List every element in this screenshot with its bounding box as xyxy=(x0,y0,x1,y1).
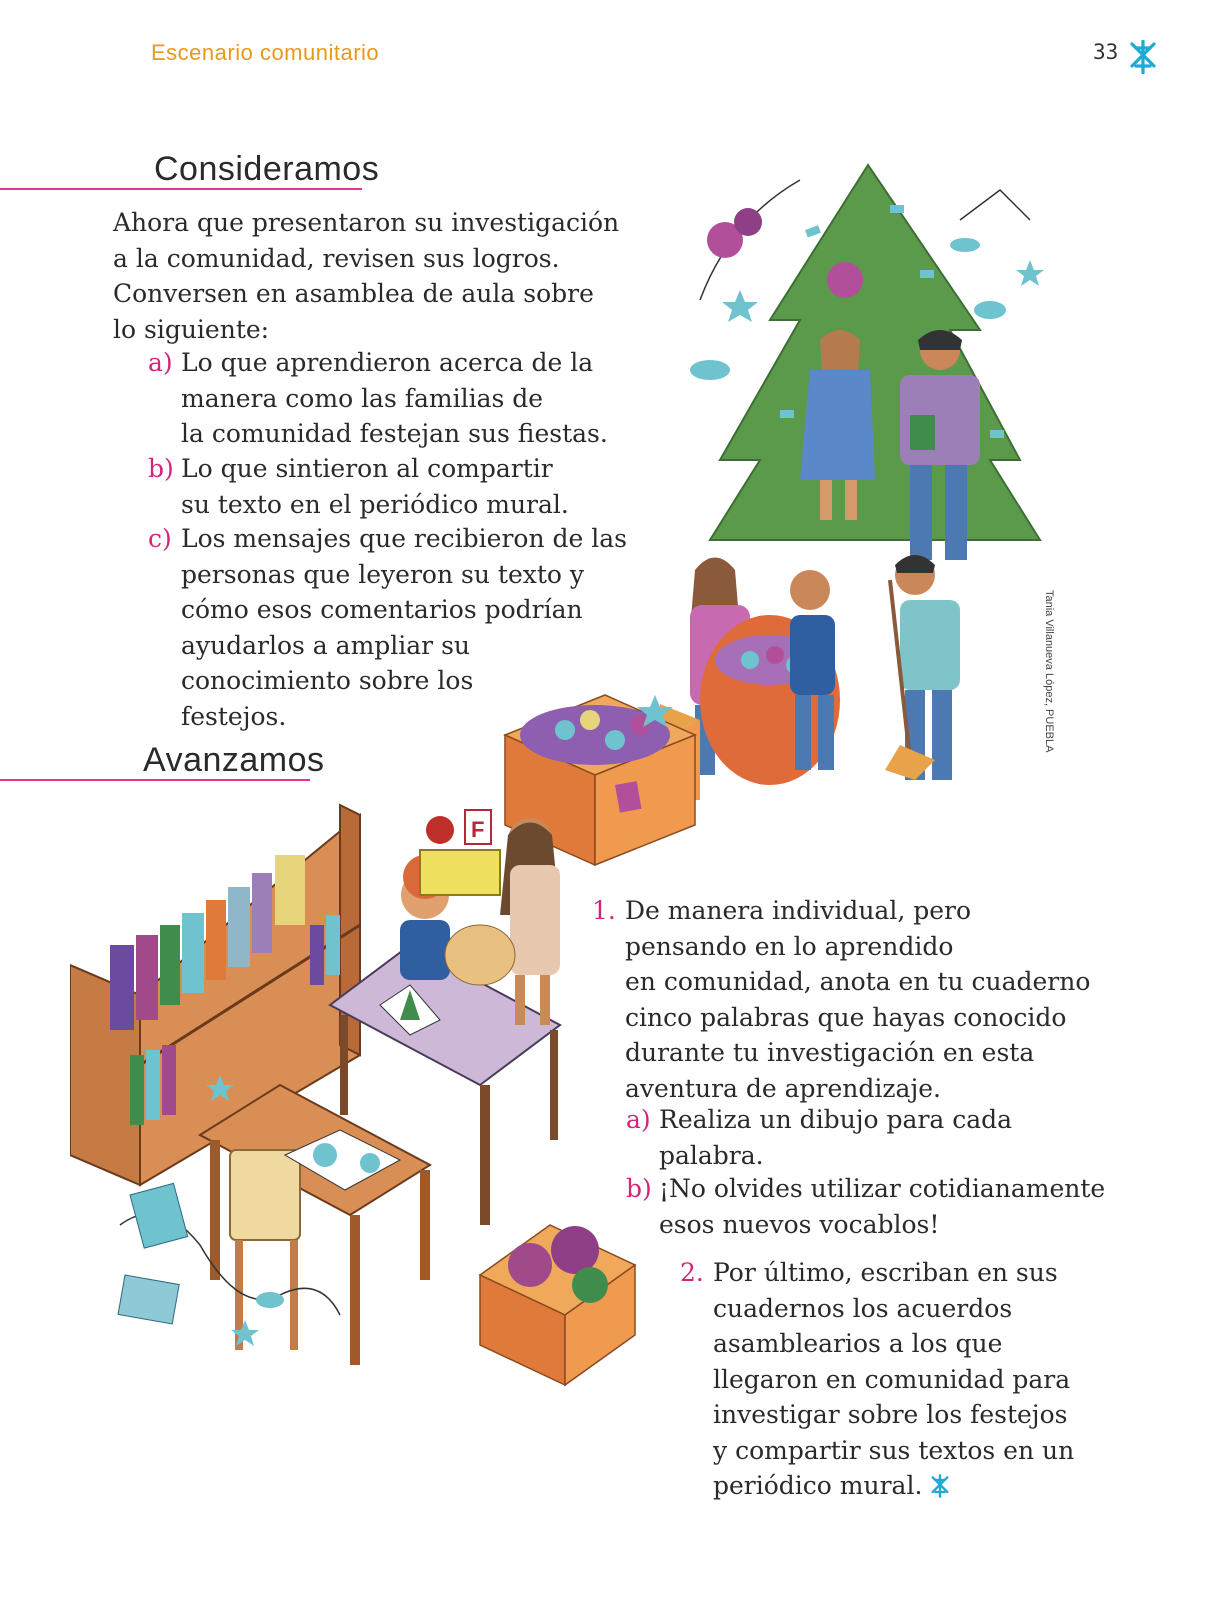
step-line: investigar sobre los festejos xyxy=(713,1400,1068,1429)
item-line: personas que leyeron su texto y xyxy=(181,559,585,589)
item-marker: c) xyxy=(148,524,172,553)
step-line: llegaron en comunidad para xyxy=(713,1364,1071,1394)
item-marker: b) xyxy=(148,454,174,483)
consideramos-item-b xyxy=(148,451,569,522)
avanzamos-rule xyxy=(0,779,310,781)
classroom-illustration xyxy=(70,795,670,1395)
avanzamos-title: Avanzamos xyxy=(143,741,325,779)
item-line: Lo que aprendieron acerca de la xyxy=(181,348,594,377)
item-line: esos nuevos vocablos! xyxy=(659,1209,940,1239)
step-line xyxy=(713,1468,1074,1504)
item-line: ¡No olvides utilizar cotidianamente xyxy=(659,1174,1106,1203)
page-number: 33 xyxy=(1093,40,1119,64)
step-line: Por último, escriban en sus xyxy=(713,1258,1058,1287)
consideramos-title: Consideramos xyxy=(154,150,380,188)
consideramos-item-a xyxy=(148,345,608,452)
item-line: conocimiento sobre los xyxy=(181,666,474,695)
item-marker: a) xyxy=(148,348,173,377)
intro-line: a la comunidad, revisen sus logros. xyxy=(113,243,560,273)
step-line: De manera individual, pero xyxy=(625,896,972,925)
step-marker: 2. xyxy=(680,1258,704,1287)
step-line-text: periódico mural. xyxy=(713,1471,923,1500)
avanzamos-step-2 xyxy=(680,1255,1074,1504)
consideramos-rule xyxy=(0,188,362,190)
item-line: cómo esos comentarios podrían xyxy=(181,595,583,624)
step-line: y compartir sus textos en un xyxy=(713,1435,1075,1465)
item-marker: a) xyxy=(626,1105,651,1134)
item-line: Realiza un dibujo para cada xyxy=(659,1105,1013,1134)
illustration-credit: Tania Villanueva López, PUEBLA xyxy=(1043,590,1055,753)
step-line: asamblearios a los que xyxy=(713,1329,1003,1358)
intro-line: Ahora que presentaron su investigación xyxy=(113,208,620,237)
step-line: pensando en lo aprendido xyxy=(625,931,954,961)
item-line: manera como las familias de xyxy=(181,383,544,413)
avanzamos-step-1-a xyxy=(626,1102,1012,1173)
step-line: cinco palabras que hayas conocido xyxy=(625,1002,1067,1032)
celebration-tree-illustration xyxy=(660,160,1060,800)
end-mark-icon xyxy=(930,1474,950,1498)
step-line: aventura de aprendizaje. xyxy=(625,1073,941,1103)
knot-logo-icon xyxy=(1128,40,1158,74)
item-line: palabra. xyxy=(659,1140,764,1170)
item-line: la comunidad festejan sus fiestas. xyxy=(181,419,608,448)
consideramos-intro xyxy=(113,205,619,347)
step-line: durante tu investigación en esta xyxy=(625,1038,1035,1067)
intro-line: lo siguiente: xyxy=(113,314,270,344)
step-line: cuadernos los acuerdos xyxy=(713,1293,1013,1323)
item-line: Los mensajes que recibieron de las xyxy=(181,524,627,553)
tag-letter: F xyxy=(471,817,485,842)
step-marker: 1. xyxy=(592,896,616,925)
item-line: festejos. xyxy=(181,701,287,731)
intro-line: Conversen en asamblea de aula sobre xyxy=(113,279,594,308)
item-line: ayudarlos a ampliar su xyxy=(181,630,471,660)
item-line: su texto en el periódico mural. xyxy=(181,489,569,519)
avanzamos-step-1-b xyxy=(626,1171,1105,1242)
step-line: en comunidad, anota en tu cuaderno xyxy=(625,967,1091,996)
section-header: Escenario comunitario xyxy=(151,40,380,65)
item-marker: b) xyxy=(626,1174,652,1203)
item-line: Lo que sintieron al compartir xyxy=(181,454,553,483)
